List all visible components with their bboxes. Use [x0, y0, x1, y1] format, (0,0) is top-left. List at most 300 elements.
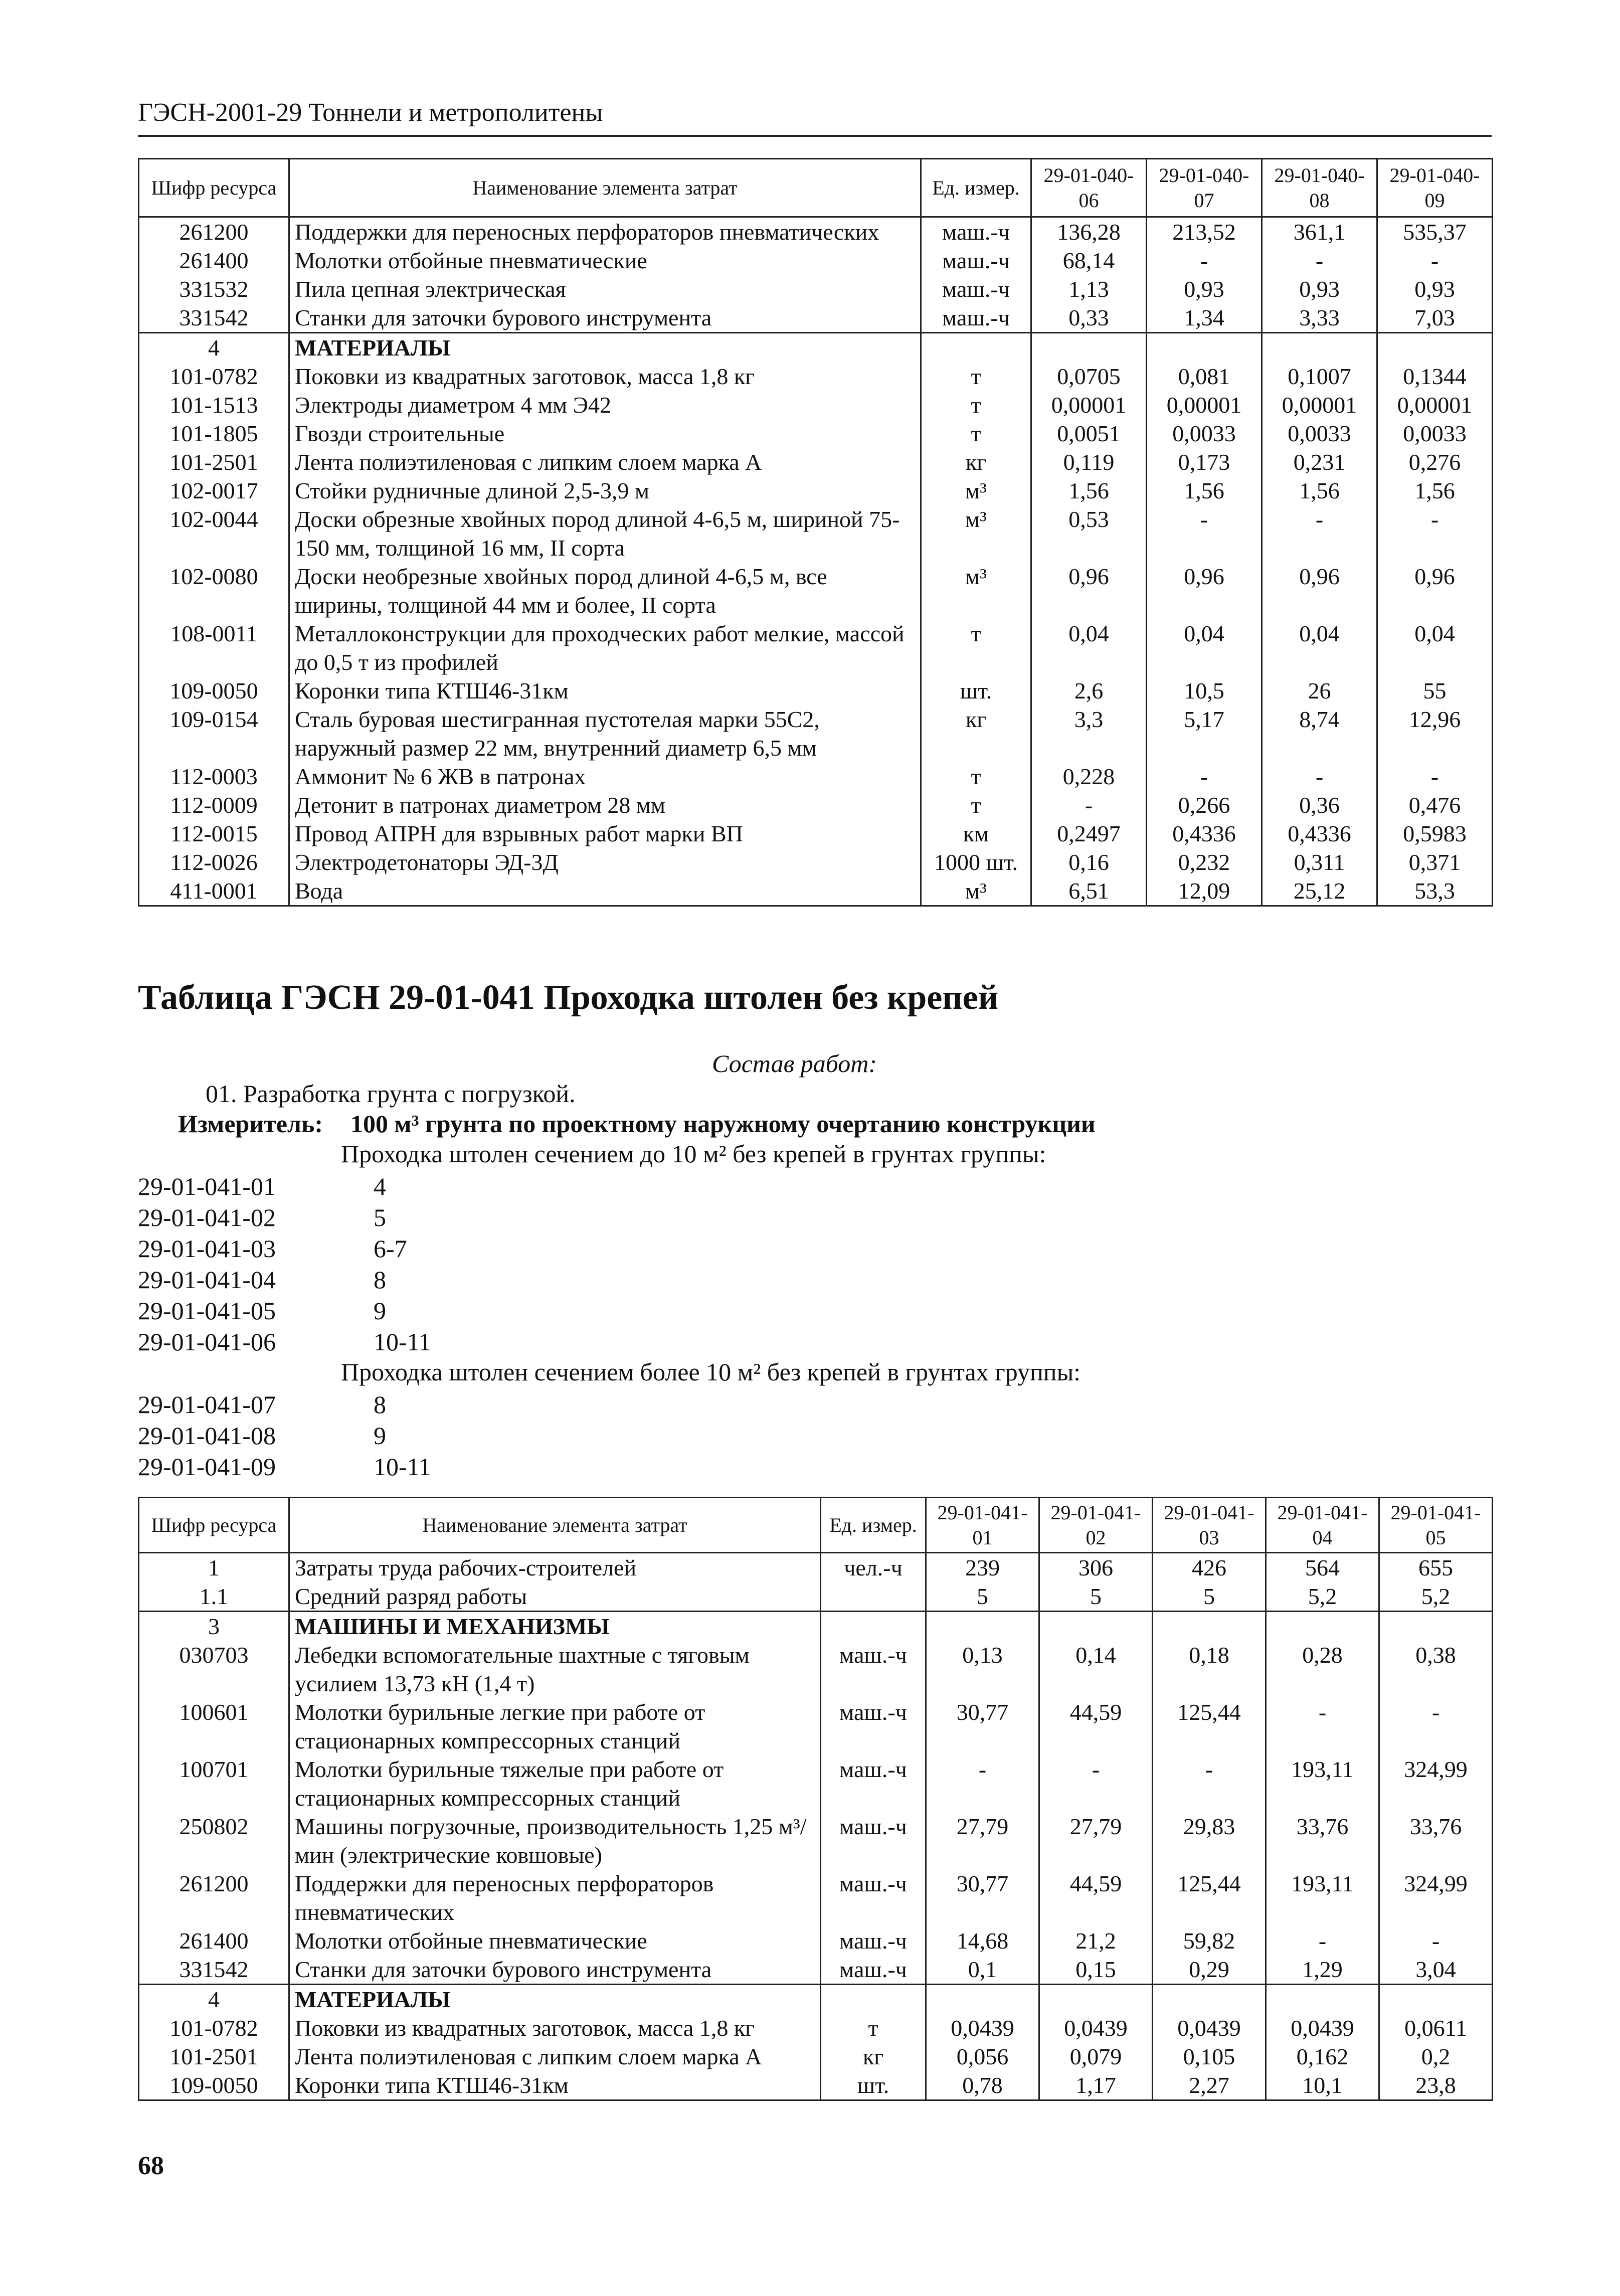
table-row [139, 303, 1493, 333]
group2-list [138, 1389, 431, 1482]
value-cell [926, 1612, 1039, 1641]
value-cell: 0,081 [1147, 362, 1262, 391]
value-cell [1379, 1612, 1493, 1641]
unit-cell: маш.-ч [821, 1955, 926, 1985]
unit-cell: т [821, 2014, 926, 2042]
resource-name: Молотки бурильные легкие при работе от стационарных компрессорных станций [289, 1698, 821, 1755]
resource-code: 100701 [139, 1755, 289, 1812]
value-cell: 0,00001 [1031, 391, 1147, 419]
value-cell: - [1266, 1698, 1379, 1755]
value-cell: 0,04 [1377, 619, 1493, 676]
norm-code-row [138, 1451, 431, 1482]
value-cell: 10,1 [1266, 2071, 1379, 2100]
norm-code-row [138, 1295, 431, 1326]
table-row [139, 275, 1493, 303]
table-row [139, 2071, 1493, 2100]
table-title: Таблица ГЭСН 29-01-041 Проходка штолен без крепей [138, 978, 999, 1017]
table-row [139, 476, 1493, 505]
norm-code: 29-01-041-05 [138, 1297, 276, 1325]
table-row [139, 1926, 1493, 1955]
value-cell: 0,266 [1147, 791, 1262, 819]
value-cell: 0,93 [1377, 275, 1493, 303]
value-cell: 8,74 [1262, 705, 1377, 762]
unit-cell: т [921, 762, 1031, 791]
resource-code: 4 [139, 333, 289, 363]
section-name: МАТЕРИАЛЫ [289, 1985, 821, 2014]
column-header: 29-01-040-08 [1262, 159, 1377, 217]
table-row [139, 448, 1493, 476]
value-cell: 27,79 [1039, 1812, 1153, 1869]
value-cell: - [1153, 1755, 1266, 1812]
value-cell: 0,476 [1377, 791, 1493, 819]
resource-code: 102-0080 [139, 562, 289, 619]
resource-code: 101-2501 [139, 448, 289, 476]
value-cell: 44,59 [1039, 1698, 1153, 1755]
column-header: Шифр ресурса [139, 159, 289, 217]
table-row [139, 1582, 1493, 1612]
resource-code: 112-0015 [139, 819, 289, 848]
unit-cell [921, 333, 1031, 363]
value-cell: 0,4336 [1262, 819, 1377, 848]
value-cell: 5 [1153, 1582, 1266, 1612]
value-cell: 55 [1377, 676, 1493, 705]
value-cell: 0,29 [1153, 1955, 1266, 1985]
value-cell: 0,18 [1153, 1641, 1266, 1698]
resource-name: Электродетонаторы ЭД-3Д [289, 848, 921, 876]
value-cell: 0,53 [1031, 505, 1147, 562]
resource-name: Машины погрузочные, производительность 1,25 м³/мин (электрические ковшовые) [289, 1812, 821, 1869]
value-cell: 193,11 [1266, 1869, 1379, 1926]
table-row [139, 1869, 1493, 1926]
resource-name: Вода [289, 876, 921, 906]
norm-code-row [138, 1326, 431, 1357]
unit-cell [821, 1582, 926, 1612]
value-cell [1031, 333, 1147, 363]
resource-name: Электроды диаметром 4 мм Э42 [289, 391, 921, 419]
soil-group: 9 [374, 1297, 386, 1325]
resource-name: Затраты труда рабочих-строителей [289, 1553, 821, 1582]
value-cell: 125,44 [1153, 1869, 1266, 1926]
value-cell [1379, 1985, 1493, 2014]
value-cell: 0,96 [1262, 562, 1377, 619]
norm-code-row [138, 1171, 431, 1202]
resource-name: Детонит в патронах диаметром 28 мм [289, 791, 921, 819]
value-cell: 324,99 [1379, 1755, 1493, 1812]
section-row [139, 1612, 1493, 1641]
unit-cell: маш.-ч [821, 1812, 926, 1869]
column-header: 29-01-041-05 [1379, 1498, 1493, 1553]
value-cell: 0,0439 [1153, 2014, 1266, 2042]
value-cell: 239 [926, 1553, 1039, 1582]
table-row [139, 1553, 1493, 1582]
value-cell [1266, 1985, 1379, 2014]
resource-code: 102-0044 [139, 505, 289, 562]
value-cell: 33,76 [1379, 1812, 1493, 1869]
value-cell: 361,1 [1262, 217, 1377, 247]
resource-name: Стойки рудничные длиной 2,5-3,9 м [289, 476, 921, 505]
value-cell: 10,5 [1147, 676, 1262, 705]
norm-code-row [138, 1420, 431, 1451]
value-cell: 213,52 [1147, 217, 1262, 247]
value-cell: 0,13 [926, 1641, 1039, 1698]
resource-code: 109-0050 [139, 2071, 289, 2100]
table-row [139, 217, 1493, 247]
resource-code: 112-0026 [139, 848, 289, 876]
column-header: Наименование элемента затрат [289, 1498, 821, 1553]
resource-code: 100601 [139, 1698, 289, 1755]
value-cell: 324,99 [1379, 1869, 1493, 1926]
value-cell: 0,0033 [1262, 419, 1377, 448]
resource-name: Коронки типа КТШ46-31км [289, 2071, 821, 2100]
value-cell: 12,09 [1147, 876, 1262, 906]
resource-code: 102-0017 [139, 476, 289, 505]
norm-code-row [138, 1389, 431, 1420]
value-cell: 0,28 [1266, 1641, 1379, 1698]
value-cell: 0,0051 [1031, 419, 1147, 448]
value-cell: 136,28 [1031, 217, 1147, 247]
unit-cell: т [921, 391, 1031, 419]
value-cell: - [1377, 505, 1493, 562]
value-cell: - [1147, 762, 1262, 791]
work-item: 01. Разработка грунта с погрузкой. [206, 1080, 576, 1108]
resource-code: 108-0011 [139, 619, 289, 676]
value-cell: 23,8 [1379, 2071, 1493, 2100]
value-cell: 5,2 [1379, 1582, 1493, 1612]
table-row [139, 1641, 1493, 1698]
norm-code: 29-01-041-04 [138, 1266, 276, 1294]
value-cell: 1,56 [1262, 476, 1377, 505]
meter-label: Измеритель: [178, 1110, 323, 1138]
value-cell: - [1266, 1926, 1379, 1955]
value-cell: 0,04 [1262, 619, 1377, 676]
norm-code-row [138, 1264, 431, 1295]
section-name: МАТЕРИАЛЫ [289, 333, 921, 363]
resource-code: 101-0782 [139, 2014, 289, 2042]
unit-cell: маш.-ч [921, 303, 1031, 333]
soil-group: 10-11 [374, 1328, 431, 1356]
resource-code: 030703 [139, 1641, 289, 1698]
unit-cell: м³ [921, 876, 1031, 906]
page-number: 68 [138, 2152, 164, 2180]
value-cell: 0,00001 [1147, 391, 1262, 419]
value-cell [1266, 1612, 1379, 1641]
value-cell: 1,17 [1039, 2071, 1153, 2100]
value-cell [1039, 1612, 1153, 1641]
resource-table-040 [138, 158, 1493, 907]
value-cell: 0,4336 [1147, 819, 1262, 848]
unit-cell: т [921, 791, 1031, 819]
norm-code: 29-01-041-03 [138, 1234, 276, 1263]
norm-code: 29-01-041-08 [138, 1422, 276, 1450]
value-cell: 0,00001 [1377, 391, 1493, 419]
resource-code: 112-0009 [139, 791, 289, 819]
value-cell: 0,33 [1031, 303, 1147, 333]
table-row [139, 1955, 1493, 1985]
soil-group: 6-7 [374, 1234, 407, 1263]
resource-code: 261400 [139, 1926, 289, 1955]
table-row [139, 1755, 1493, 1812]
column-header: 29-01-041-01 [926, 1498, 1039, 1553]
resource-code: 3 [139, 1612, 289, 1641]
resource-name: Гвозди строительные [289, 419, 921, 448]
value-cell: 2,6 [1031, 676, 1147, 705]
meter-value: 100 м³ грунта по проектному наружному очертанию конструкции [350, 1110, 1096, 1138]
value-cell: - [1147, 246, 1262, 275]
value-cell: 0,00001 [1262, 391, 1377, 419]
unit-cell: маш.-ч [921, 217, 1031, 247]
value-cell: 0,0439 [926, 2014, 1039, 2042]
resource-code: 101-2501 [139, 2042, 289, 2071]
resource-name: Станки для заточки бурового инструмента [289, 1955, 821, 1985]
value-cell: 0,0611 [1379, 2014, 1493, 2042]
value-cell: 426 [1153, 1553, 1266, 1582]
resource-name: Молотки отбойные пневматические [289, 1926, 821, 1955]
value-cell [1262, 333, 1377, 363]
resource-code: 1.1 [139, 1582, 289, 1612]
value-cell: 0,96 [1377, 562, 1493, 619]
resource-code: 261200 [139, 217, 289, 247]
resource-code: 331542 [139, 303, 289, 333]
norm-code: 29-01-041-09 [138, 1453, 276, 1481]
value-cell [1377, 333, 1493, 363]
soil-group: 5 [374, 1203, 386, 1231]
value-cell: 5,17 [1147, 705, 1262, 762]
resource-name: Лебедки вспомогательные шахтные с тяговым усилием 13,73 кН (1,4 т) [289, 1641, 821, 1698]
section-row [139, 333, 1493, 363]
resource-code: 261400 [139, 246, 289, 275]
resource-name: Поддержки для переносных перфораторов пневматических [289, 1869, 821, 1926]
resource-name: Коронки типа КТШ46-31км [289, 676, 921, 705]
unit-cell: шт. [821, 2071, 926, 2100]
group1-title: Проходка штолен сечением до 10 м² без крепей в грунтах группы: [341, 1140, 1046, 1168]
soil-group: 8 [374, 1390, 386, 1419]
value-cell: 0,93 [1262, 275, 1377, 303]
table-row [139, 1812, 1493, 1869]
value-cell: 1,56 [1147, 476, 1262, 505]
unit-cell: маш.-ч [821, 1755, 926, 1812]
value-cell: 3,33 [1262, 303, 1377, 333]
value-cell: 29,83 [1153, 1812, 1266, 1869]
value-cell: - [1039, 1755, 1153, 1812]
table-row [139, 362, 1493, 391]
unit-cell: маш.-ч [821, 1926, 926, 1955]
value-cell: 0,231 [1262, 448, 1377, 476]
unit-cell: т [921, 419, 1031, 448]
soil-group: 4 [374, 1172, 386, 1200]
resource-code: 331542 [139, 1955, 289, 1985]
resource-code: 109-0050 [139, 676, 289, 705]
value-cell [1039, 1985, 1153, 2014]
meter-line [178, 1108, 1096, 1139]
value-cell: - [1031, 791, 1147, 819]
value-cell: - [1377, 762, 1493, 791]
table-row [139, 419, 1493, 448]
column-header: 29-01-041-03 [1153, 1498, 1266, 1553]
resource-name: Пила цепная электрическая [289, 275, 921, 303]
value-cell: 44,59 [1039, 1869, 1153, 1926]
unit-cell [821, 1985, 926, 2014]
unit-cell: кг [921, 705, 1031, 762]
unit-cell: шт. [921, 676, 1031, 705]
value-cell: 0,38 [1379, 1641, 1493, 1698]
value-cell: 59,82 [1153, 1926, 1266, 1955]
value-cell: 535,37 [1377, 217, 1493, 247]
unit-cell: чел.-ч [821, 1553, 926, 1582]
resource-name: Лента полиэтиленовая с липким слоем марка А [289, 2042, 821, 2071]
soil-group: 9 [374, 1422, 386, 1450]
value-cell: 0,311 [1262, 848, 1377, 876]
column-header: 29-01-041-04 [1266, 1498, 1379, 1553]
value-cell: 0,1007 [1262, 362, 1377, 391]
column-header: 29-01-040-07 [1147, 159, 1262, 217]
value-cell: 6,51 [1031, 876, 1147, 906]
unit-cell: м³ [921, 505, 1031, 562]
value-cell [926, 1985, 1039, 2014]
value-cell: 5 [926, 1582, 1039, 1612]
value-cell: 0,96 [1147, 562, 1262, 619]
value-cell: 1,13 [1031, 275, 1147, 303]
value-cell: 33,76 [1266, 1812, 1379, 1869]
value-cell: 3,04 [1379, 1955, 1493, 1985]
norm-code-row [138, 1233, 431, 1264]
value-cell: 5,2 [1266, 1582, 1379, 1612]
value-cell: 0,232 [1147, 848, 1262, 876]
value-cell: 125,44 [1153, 1698, 1266, 1755]
value-cell: - [926, 1755, 1039, 1812]
column-header: Наименование элемента затрат [289, 159, 921, 217]
work-composition-label: Состав работ: [712, 1049, 877, 1078]
table-row [139, 876, 1493, 906]
value-cell: 0,1344 [1377, 362, 1493, 391]
table-row [139, 762, 1493, 791]
resource-code: 250802 [139, 1812, 289, 1869]
section-name: МАШИНЫ И МЕХАНИЗМЫ [289, 1612, 821, 1641]
value-cell: 0,93 [1147, 275, 1262, 303]
column-header: Ед. измер. [921, 159, 1031, 217]
resource-code: 261200 [139, 1869, 289, 1926]
soil-group: 10-11 [374, 1453, 431, 1481]
table-row [139, 676, 1493, 705]
norm-code: 29-01-041-07 [138, 1390, 276, 1419]
value-cell: 0,78 [926, 2071, 1039, 2100]
resource-name: Металлоконструкции для проходческих работ мелкие, массой до 0,5 т из профилей [289, 619, 921, 676]
resource-code: 4 [139, 1985, 289, 2014]
value-cell: 0,105 [1153, 2042, 1266, 2071]
norm-code: 29-01-041-06 [138, 1328, 276, 1356]
value-cell: 0,228 [1031, 762, 1147, 791]
resource-code: 112-0003 [139, 762, 289, 791]
value-cell: 0,36 [1262, 791, 1377, 819]
unit-cell: т [921, 619, 1031, 676]
table-header-row [139, 1498, 1493, 1553]
group2-title: Проходка штолен сечением более 10 м² без крепей в грунтах группы: [341, 1358, 1081, 1386]
value-cell: 27,79 [926, 1812, 1039, 1869]
value-cell: 0,14 [1039, 1641, 1153, 1698]
resource-name: Сталь буровая шестигранная пустотелая марки 55С2, наружный размер 22 мм, внутренний диаметр 6,5 мм [289, 705, 921, 762]
unit-cell: маш.-ч [821, 1641, 926, 1698]
value-cell: 193,11 [1266, 1755, 1379, 1812]
norm-code-row [138, 1202, 431, 1233]
unit-cell: маш.-ч [921, 275, 1031, 303]
value-cell: 30,77 [926, 1869, 1039, 1926]
table-header-row [139, 159, 1493, 217]
resource-table-041 [138, 1497, 1493, 2101]
resource-name: Лента полиэтиленовая с липким слоем марка А [289, 448, 921, 476]
column-header: 29-01-041-02 [1039, 1498, 1153, 1553]
value-cell: 53,3 [1377, 876, 1493, 906]
value-cell: 0,04 [1031, 619, 1147, 676]
resource-code: 101-0782 [139, 362, 289, 391]
unit-cell [821, 1612, 926, 1641]
resource-name: Поковки из квадратных заготовок, масса 1,8 кг [289, 362, 921, 391]
table-row [139, 246, 1493, 275]
value-cell: 0,0705 [1031, 362, 1147, 391]
column-header: Шифр ресурса [139, 1498, 289, 1553]
value-cell: - [1262, 246, 1377, 275]
value-cell: 0,5983 [1377, 819, 1493, 848]
value-cell: 2,27 [1153, 2071, 1266, 2100]
section-row [139, 1985, 1493, 2014]
value-cell: 0,079 [1039, 2042, 1153, 2071]
unit-cell: маш.-ч [821, 1698, 926, 1755]
value-cell: 0,371 [1377, 848, 1493, 876]
resource-code: 1 [139, 1553, 289, 1582]
soil-group: 8 [374, 1266, 386, 1294]
value-cell: - [1379, 1926, 1493, 1955]
column-header: 29-01-040-09 [1377, 159, 1493, 217]
value-cell: 0,276 [1377, 448, 1493, 476]
column-header: Ед. измер. [821, 1498, 926, 1553]
value-cell: 306 [1039, 1553, 1153, 1582]
value-cell: 1,29 [1266, 1955, 1379, 1985]
value-cell: 564 [1266, 1553, 1379, 1582]
column-header: 29-01-040-06 [1031, 159, 1147, 217]
group1-list [138, 1171, 431, 1357]
table-row [139, 2014, 1493, 2042]
unit-cell: 1000 шт. [921, 848, 1031, 876]
table-row [139, 1698, 1493, 1755]
resource-code: 411-0001 [139, 876, 289, 906]
value-cell: 5 [1039, 1582, 1153, 1612]
value-cell [1153, 1985, 1266, 2014]
resource-name: Молотки бурильные тяжелые при работе от стационарных компрессорных станций [289, 1755, 821, 1812]
value-cell: 0,15 [1039, 1955, 1153, 1985]
table-row [139, 705, 1493, 762]
value-cell: 1,34 [1147, 303, 1262, 333]
table-row [139, 819, 1493, 848]
table-row [139, 619, 1493, 676]
value-cell: 0,0439 [1266, 2014, 1379, 2042]
value-cell: 0,056 [926, 2042, 1039, 2071]
value-cell: 26 [1262, 676, 1377, 705]
resource-name: Молотки отбойные пневматические [289, 246, 921, 275]
unit-cell: маш.-ч [821, 1869, 926, 1926]
unit-cell: кг [921, 448, 1031, 476]
table-row [139, 2042, 1493, 2071]
value-cell: 0,0033 [1377, 419, 1493, 448]
value-cell: 0,16 [1031, 848, 1147, 876]
value-cell: 14,68 [926, 1926, 1039, 1955]
unit-cell: кг [821, 2042, 926, 2071]
resource-code: 101-1513 [139, 391, 289, 419]
unit-cell: км [921, 819, 1031, 848]
unit-cell: т [921, 362, 1031, 391]
resource-name: Поддержки для переносных перфораторов пневматических [289, 217, 921, 247]
resource-name: Средний разряд работы [289, 1582, 821, 1612]
value-cell: 0,119 [1031, 448, 1147, 476]
value-cell: 3,3 [1031, 705, 1147, 762]
value-cell: - [1262, 762, 1377, 791]
